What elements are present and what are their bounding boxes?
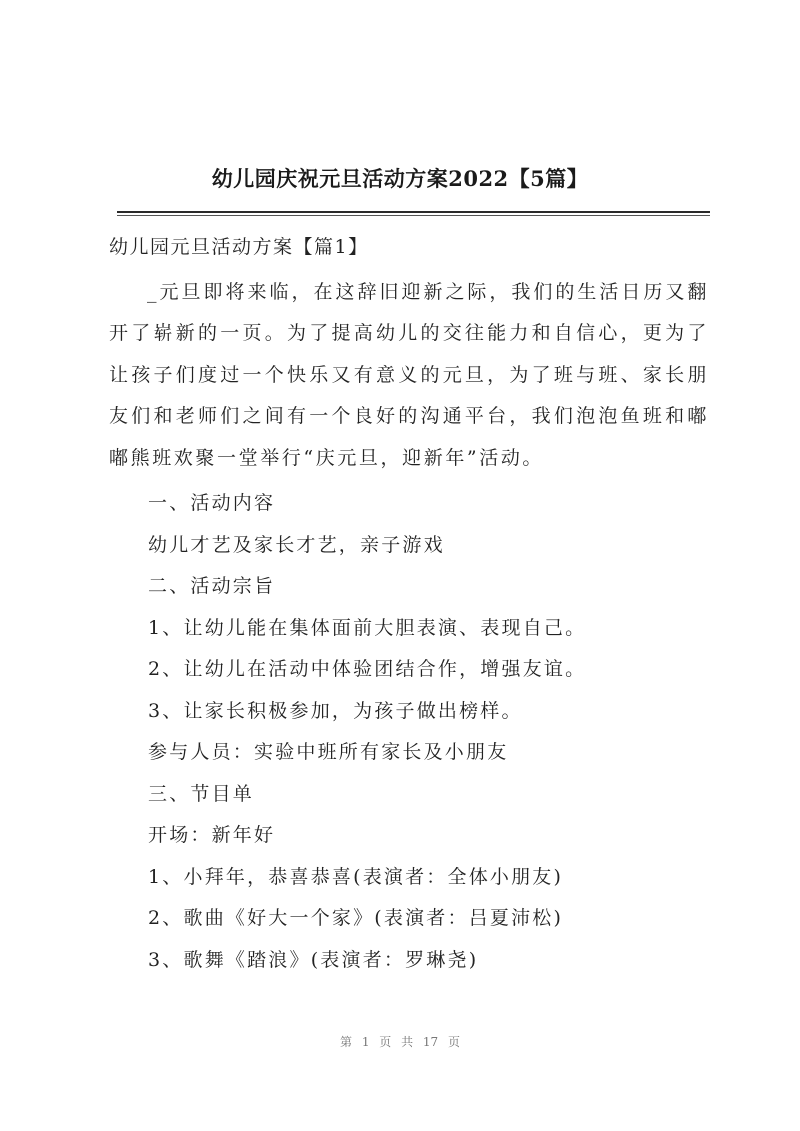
document-title: 幼儿园庆祝元旦活动方案2022【5篇】 — [211, 166, 589, 191]
title-divider — [117, 211, 710, 213]
title-divider-thin — [117, 215, 710, 216]
page-footer: 第 1 页 共 17 页 — [340, 1035, 460, 1049]
list-item: 3、让家长积极参加，为孩子做出榜样。 — [148, 700, 523, 722]
section-title-activity-content: 一、活动内容 — [148, 492, 276, 514]
section-title-program: 三、节目单 — [148, 783, 255, 805]
list-item: 3、歌舞《踏浪》(表演者：罗琳尧) — [148, 949, 479, 971]
section-title-activity-purpose: 二、活动宗旨 — [148, 575, 276, 597]
text-line: 开场：新年好 — [148, 824, 276, 846]
list-item: 1、小拜年，恭喜恭喜(表演者：全体小朋友) — [148, 866, 564, 888]
text-line: 幼儿才艺及家长才艺，亲子游戏 — [148, 534, 445, 556]
list-item: 2、歌曲《好大一个家》(表演者：吕夏沛松) — [148, 907, 564, 929]
intro-paragraph: _元旦即将来临，在这辞旧迎新之际，我们的生活日历又翻开了崭新的一页。为了提高幼儿的交往能力和自信心，更为了让孩子们度过一个快乐又有意义的元旦，为了班与班、家长朋友们和老师们之间有一个良好的沟通平台，我们泡泡鱼班和嘟嘟熊班欢聚一堂举行“庆元旦，迎新年”活动。 — [109, 281, 709, 469]
list-item: 2、让幼儿在活动中体验团结合作，增强友谊。 — [148, 658, 587, 680]
text-line: 参与人员：实验中班所有家长及小朋友 — [148, 741, 509, 763]
section-heading: 幼儿园元旦活动方案【篇1】 — [109, 236, 369, 258]
list-item: 1、让幼儿能在集体面前大胆表演、表现自己。 — [148, 617, 587, 639]
